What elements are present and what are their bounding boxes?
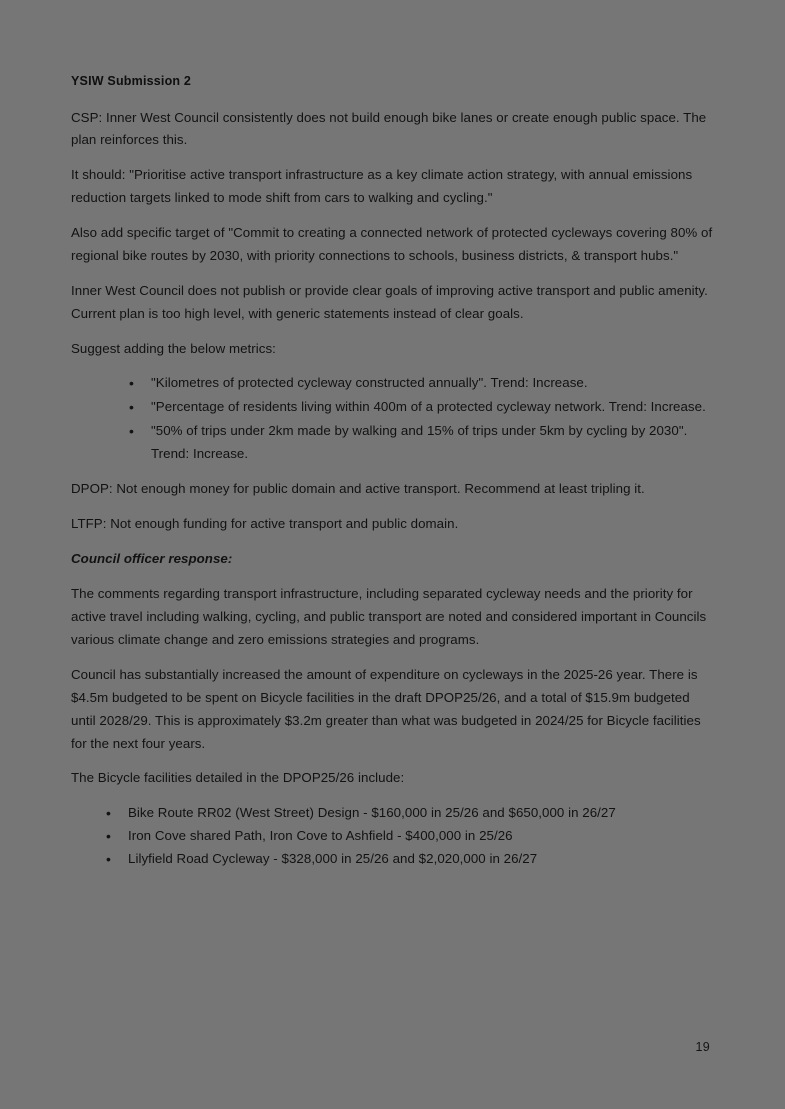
response-paragraph-facilities-intro: The Bicycle facilities detailed in the DPOP25/26 include: [71, 770, 405, 786]
paragraph-dpop: DPOP: Not enough money for public domain and active transport. Recommend at least tripling it. [71, 480, 645, 496]
list-item: • "Percentage of residents living within 400m of a protected cycleway network. Trend: Increase. [129, 396, 715, 419]
response-paragraph-comments: The comments regarding transport infrastructure, including separated cycleway needs and the priority for active travel including walking, cycling, and public transport are noted and considered important in Councils various climate change and zero emissions strategies and programs. [71, 586, 707, 648]
page-content [71, 74, 715, 883]
paragraph-should: It should: "Prioritise active transport infrastructure as a key climate action strategy, with annual emissions reduction targets linked to mode shift from cars to walking and cycling." [71, 167, 693, 206]
metrics-list [71, 372, 715, 465]
paragraph-csp: CSP: Inner West Council consistently does not build enough bike lanes or create enough public space. The plan reinforces this. [71, 109, 707, 148]
page-title: YSIW Submission 2 [71, 74, 192, 88]
page-number: 19 [695, 1040, 710, 1054]
list-item: • Iron Cove shared Path, Iron Cove to Ashfield - $400,000 in 25/26 [106, 825, 715, 848]
paragraph-ltfp: LTFP: Not enough funding for active transport and public domain. [71, 515, 459, 531]
paragraph-specific-target: Also add specific target of "Commit to creating a connected network of protected cycleways covering 80% of regional bike routes by 2030, with priority connections to schools, business districts, & transport hubs." [71, 225, 713, 263]
council-officer-response-heading: Council officer response: [71, 550, 233, 566]
list-item: • Lilyfield Road Cycleway - $328,000 in 25/26 and $2,020,000 in 26/27 [106, 848, 715, 871]
response-paragraph-expenditure: Council has substantially increased the amount of expenditure on cycleways in the 2025-26 year. There is $4.5m budgeted to be spent on Bicycle facilities in the draft DPOP25/26, and a total of $15.9m budgeted until 2028/29. This is approximately $3.2m greater than what was budgeted in 2024/25 for Bicycle facilities for the next four years. [71, 666, 701, 751]
paragraph-no-clear-goals: Inner West Council does not publish or provide clear goals of improving active transport and public amenity. Current plan is too high level, with generic statements instead of clear goals. [71, 282, 708, 321]
paragraph-suggest-metrics: Suggest adding the below metrics: [71, 340, 276, 356]
list-item: • "50% of trips under 2km made by walking and 15% of trips under 5km by cycling by 2030". Trend: Increase. [129, 420, 715, 466]
list-item: • Bike Route RR02 (West Street) Design - $160,000 in 25/26 and $650,000 in 26/27 [106, 802, 715, 825]
list-item: • "Kilometres of protected cycleway constructed annually". Trend: Increase. [129, 372, 715, 395]
facilities-list [71, 802, 715, 871]
